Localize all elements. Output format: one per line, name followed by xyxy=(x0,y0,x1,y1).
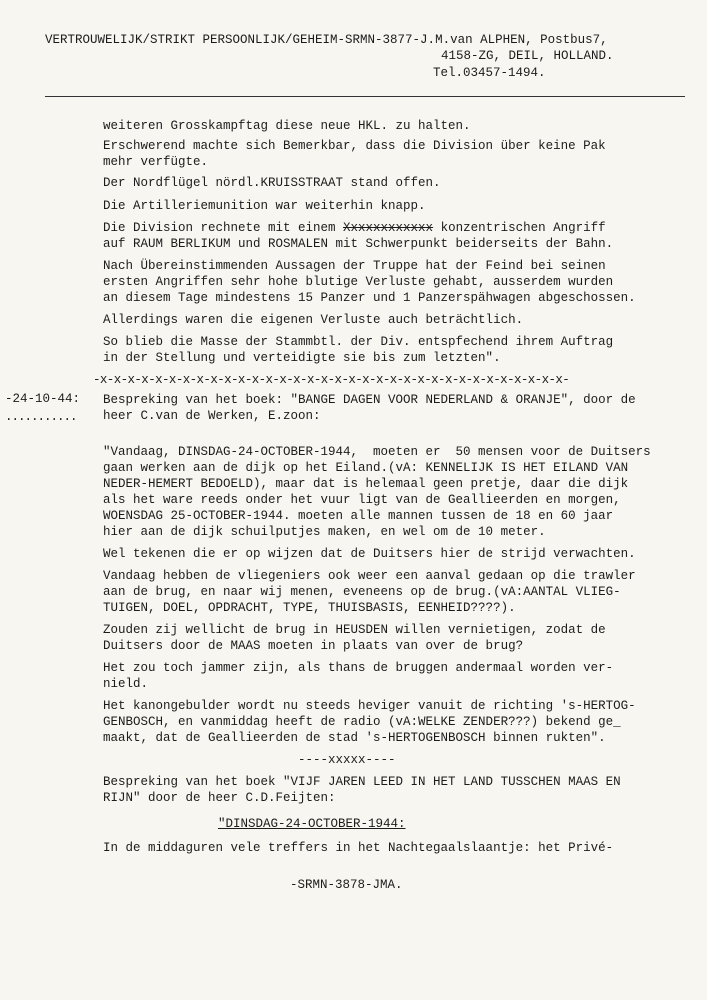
text-line: WOENSDAG 25-OCTOBER-1944. moeten alle mannen tussen de 18 en 60 jaar xyxy=(103,509,614,523)
text-line: So blieb die Masse der Stammbtl. der Div. entspfechend ihrem Auftrag xyxy=(103,335,614,349)
text-line: Allerdings waren die eigenen Verluste auch beträchtlich. xyxy=(103,313,524,327)
text-line: Die Artilleriemunition war weiterhin knapp. xyxy=(103,199,426,213)
text-line: Erschwerend machte sich Bemerkbar, dass die Division über keine Pak xyxy=(103,139,606,153)
letterhead-phone: Tel.03457-1494. xyxy=(433,66,546,80)
text-line: Het zou toch jammer zijn, als thans de bruggen andermaal worden ver- xyxy=(103,661,614,675)
date-heading: "DINSDAG-24-OCTOBER-1944: xyxy=(218,817,406,831)
text-line: mehr verfügte. xyxy=(103,155,209,169)
text-line: nield. xyxy=(103,677,149,691)
text-line: an diesem Tage mindestens 15 Panzer und 1 Panzerspähwagen abgeschossen. xyxy=(103,291,636,305)
entry-date-label: -24-10-44: xyxy=(5,392,81,406)
separator-line: -x-x-x-x-x-x-x-x-x-x-x-x-x-x-x-x-x-x-x-x-x-x-x-x-x-x-x-x-x-x-x-x-x-x- xyxy=(93,373,570,387)
struck-text: Xxxxxxxxxxxx xyxy=(343,221,434,235)
text-line-with-strike xyxy=(103,220,606,236)
text-line: RIJN" door de heer C.D.Feijten: xyxy=(103,791,336,805)
text-line: weiteren Grosskampftag diese neue HKL. zu halten. xyxy=(103,119,471,133)
text-line: heer C.van de Werken, E.zoon: xyxy=(103,409,321,423)
text-line: "Vandaag, DINSDAG-24-OCTOBER-1944, moeten er 50 mensen voor de Duitsers xyxy=(103,445,651,459)
text-line: Bespreking van het boek: "BANGE DAGEN VOOR NEDERLAND & ORANJE", door de xyxy=(103,393,636,407)
section-separator: ----xxxxx---- xyxy=(298,753,396,767)
letterhead-line-1: VERTROUWELIJK/STRIKT PERSOONLIJK/GEHEIM-SRMN-3877-J.M.van ALPHEN, Postbus7, xyxy=(45,33,608,47)
text-line: Duitsers door de MAAS moeten in plaats van over de brug? xyxy=(103,639,524,653)
text-line: Vandaag hebben de vliegeniers ook weer een aanval gedaan op die trawler xyxy=(103,569,636,583)
text-fragment: konzentrischen Angriff xyxy=(433,221,606,235)
text-fragment: Die Division rechnete mit einem xyxy=(103,221,344,235)
page-reference: -SRMN-3878-JMA. xyxy=(290,878,403,892)
text-line: Bespreking van het boek "VIJF JAREN LEED IN HET LAND TUSSCHEN MAAS EN xyxy=(103,775,621,789)
text-line: Wel tekenen die er op wijzen dat de Duitsers hier de strijd verwachten. xyxy=(103,547,636,561)
text-line: Zouden zij wellicht de brug in HEUSDEN willen vernietigen, zodat de xyxy=(103,623,606,637)
text-line: TUIGEN, DOEL, OPDRACHT, TYPE, THUISBASIS, EENHEID????). xyxy=(103,601,516,615)
text-line: ersten Angriffen sehr hohe blutige Verluste gehabt, ausserdem wurden xyxy=(103,275,614,289)
text-line: Het kanongebulder wordt nu steeds heviger vanuit de richting 's-HERTOG- xyxy=(103,699,636,713)
header-divider xyxy=(45,96,685,97)
date-dots: ........... xyxy=(5,410,77,424)
text-line: Nach Übereinstimmenden Aussagen der Truppe hat der Feind bei seinen xyxy=(103,259,606,273)
text-line: in der Stellung und verteidigte sie bis zum letzten". xyxy=(103,351,501,365)
text-line: In de middaguren vele treffers in het Nachtegaalslaantje: het Privé- xyxy=(103,841,614,855)
text-line: hier aan de dijk schuilputjes maken, en wel om de 10 meter. xyxy=(103,525,546,539)
text-line: maakt, dat de Geallieerden de stad 's-HERTOGENBOSCH binnen rukten". xyxy=(103,731,606,745)
letterhead-line-2: 4158-ZG, DEIL, HOLLAND. xyxy=(441,49,614,63)
text-line: aan de brug, en naar wij menen, eveneens op de brug.(vA:AANTAL VLIEG- xyxy=(103,585,621,599)
text-line: auf RAUM BERLIKUM und ROSMALEN mit Schwerpunkt beiderseits der Bahn. xyxy=(103,237,614,251)
text-line: NEDER-HEMERT BEDOELD), maar dat is helemaal geen pretje, daar die dijk xyxy=(103,477,629,491)
text-line: Der Nordflügel nördl.KRUISSTRAAT stand offen. xyxy=(103,176,441,190)
text-line: als het ware reeds onder het vuur ligt van de Geallieerden en morgen, xyxy=(103,493,621,507)
text-line: gaan werken aan de dijk op het Eiland.(vA: KENNELIJK IS HET EILAND VAN xyxy=(103,461,629,475)
text-line: GENBOSCH, en vanmiddag heeft de radio (vA:WELKE ZENDER???) bekend ge_ xyxy=(103,715,621,729)
